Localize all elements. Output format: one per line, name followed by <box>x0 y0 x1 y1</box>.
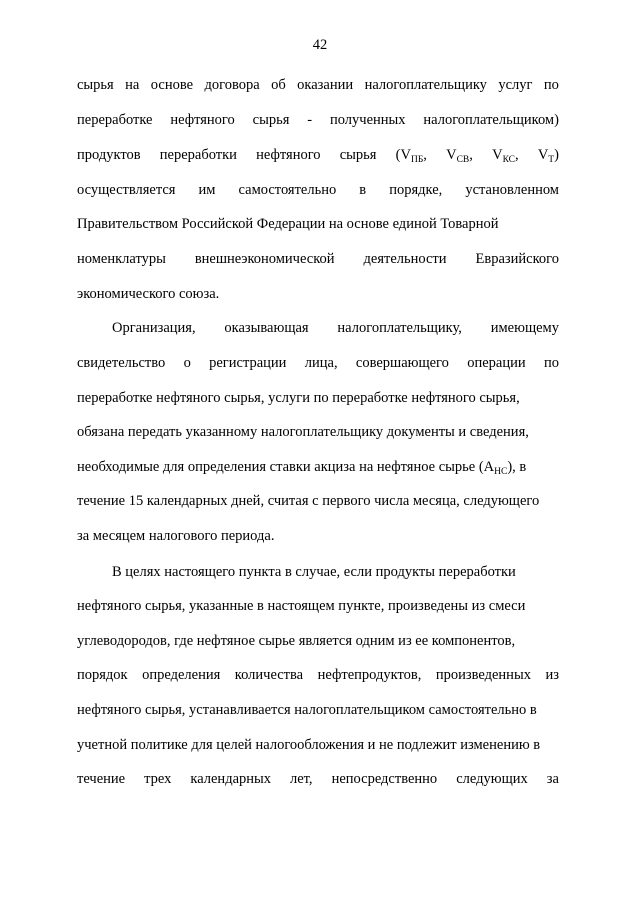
text-line: нефтяного сырья, указанные в настоящем пункте, произведены из смеси <box>77 598 526 614</box>
text-line: номенклатуры внешнеэкономической деятельности Евразийского <box>77 251 559 267</box>
text-line: свидетельство о регистрации лица, совершающего операции по <box>77 355 559 371</box>
symbol-v-pb: ($V_{ПБ}$, <box>395 147 427 165</box>
text-line: Организация, оказывающая налогоплательщику, имеющему <box>112 320 559 336</box>
text-line: за месяцем налогового периода. <box>77 528 275 544</box>
symbol-v-sv: $V_{СВ}$, <box>446 147 473 165</box>
text-line: сырья на основе договора об оказании налогоплательщику услуг по <box>77 77 559 93</box>
text-line: нефтяного сырья, устанавливается налогоплательщиком самостоятельно в <box>77 702 537 718</box>
text-line: продуктов переработки нефтяного сырья ($V_{ПБ}$, $V_{СВ}$, $V_{КС}$, $V_Т$) <box>77 147 559 165</box>
page-number: 42 <box>312 37 328 53</box>
text-line: Правительством Российской Федерации на основе единой Товарной <box>77 216 499 232</box>
text-line: порядок определения количества нефтепродуктов, произведенных из <box>77 667 559 683</box>
text-line: обязана передать указанному налогоплательщику документы и сведения, <box>77 424 529 440</box>
text-line: осуществляется им самостоятельно в порядке, установленном <box>77 182 559 198</box>
symbol-v-t: $V_Т$) <box>537 147 559 165</box>
symbol-v-ks: $V_{КС}$, <box>492 147 519 165</box>
symbol-a-ns-subscript: НС <box>494 467 508 477</box>
text-line: переработке нефтяного сырья - полученных налогоплательщиком) <box>77 112 559 128</box>
text-line: течение трех календарных лет, непосредственно следующих за <box>77 771 559 787</box>
text-line: В целях настоящего пункта в случае, если продукты переработки <box>112 564 516 580</box>
text-line: необходимые для определения ставки акциза на нефтяное сырье $(А_{НС})$, в <box>77 459 527 477</box>
text-line: экономического союза. <box>77 286 220 302</box>
text-line: переработке нефтяного сырья, услуги по переработке нефтяного сырья, <box>77 390 520 406</box>
text-line: течение 15 календарных дней, считая с первого числа месяца, следующего <box>77 493 540 509</box>
text-line: углеводородов, где нефтяное сырье является одним из ее компонентов, <box>77 633 516 649</box>
text-line: учетной политике для целей налогообложения и не подлежит изменению в <box>77 737 541 753</box>
